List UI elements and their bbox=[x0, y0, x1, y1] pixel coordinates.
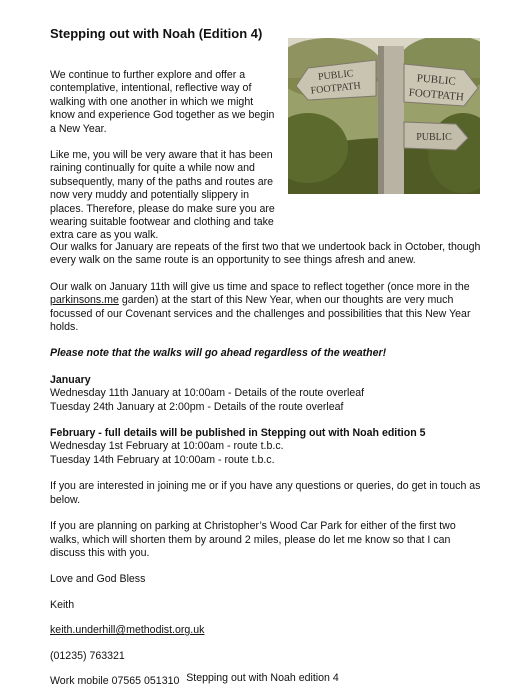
paragraph-contact: If you are interested in joining me or if you have any questions or queries, do get in touch as below. bbox=[50, 480, 481, 506]
paragraph-january-11: Our walk on January 11th will give us time and space to reflect together (once more in the parkinsons.me garden) at the start of this New Year, when our thoughts are very much focussed of our Covenant services and the challenges and possibilities that this New Year holds. bbox=[50, 280, 471, 334]
email-link[interactable]: keith.underhill@methodist.org.uk bbox=[50, 624, 205, 637]
february-walk-2: Tuesday 14th February at 10:00am - route t.b.c. bbox=[50, 453, 275, 466]
january-heading: January bbox=[50, 373, 91, 386]
author-name: Keith bbox=[50, 598, 75, 611]
intro-paragraph-2: Like me, you will be very aware that it has been raining continually for quite a while now and subsequently, many of the paths and routes are now very muddy and potentially slippery in places. Therefore, please do make sure you are wearing suitable footwear and clothing and take extra care as you walk. bbox=[50, 149, 275, 242]
main-body bbox=[50, 241, 482, 700]
document-title: Stepping out with Noah (Edition 4) bbox=[50, 26, 263, 41]
paragraph-parking: If you are planning on parking at Christopher’s Wood Car Park for either of the first two walks, which will shorten them by around 2 miles, please do let me know so that I can discuss this with you. bbox=[50, 520, 456, 559]
phone-number: (01235) 763321 bbox=[50, 649, 125, 662]
footpath-sign-illustration bbox=[288, 38, 480, 194]
footpath-sign-photo bbox=[288, 38, 480, 194]
paragraph-january-repeats: Our walks for January are repeats of the first two that we undertook back in October, though every walk on the same route is an opportunity to see things afresh and anew. bbox=[50, 241, 481, 267]
january-schedule bbox=[50, 374, 482, 414]
weather-notice: Please note that the walks will go ahead regardless of the weather! bbox=[50, 347, 387, 360]
parkinsons-link[interactable]: parkinsons.me bbox=[50, 294, 119, 307]
svg-text:FOOTPATH: FOOTPATH bbox=[310, 80, 362, 97]
sign-text-lower: PUBLIC bbox=[416, 132, 452, 143]
sign-text-right: PUBLIC bbox=[416, 72, 457, 88]
sign-text-left: PUBLIC bbox=[317, 68, 354, 83]
february-heading: February - full details will be published in Stepping out with Noah edition 5 bbox=[50, 427, 426, 440]
january-walk-1: Wednesday 11th January at 10:00am - Details of the route overleaf bbox=[50, 387, 365, 400]
svg-text:FOOTPATH: FOOTPATH bbox=[408, 86, 465, 104]
closing-line: Love and God Bless bbox=[50, 573, 146, 586]
page-footer: Stepping out with Noah edition 4 bbox=[186, 672, 339, 684]
mobile-number: Work mobile 07565 051310 bbox=[50, 674, 180, 687]
february-walk-1: Wednesday 1st February at 10:00am - route t.b.c. bbox=[50, 440, 284, 453]
january-walk-2: Tuesday 24th January at 2:00pm - Details of the route overleaf bbox=[50, 400, 344, 413]
february-schedule bbox=[50, 427, 482, 467]
intro-paragraph-1: We continue to further explore and offer a contemplative, intentional, reflective way of walking with one another in which we might know and experience God together as we begin a New Year. bbox=[50, 69, 275, 135]
intro-section bbox=[50, 69, 280, 256]
